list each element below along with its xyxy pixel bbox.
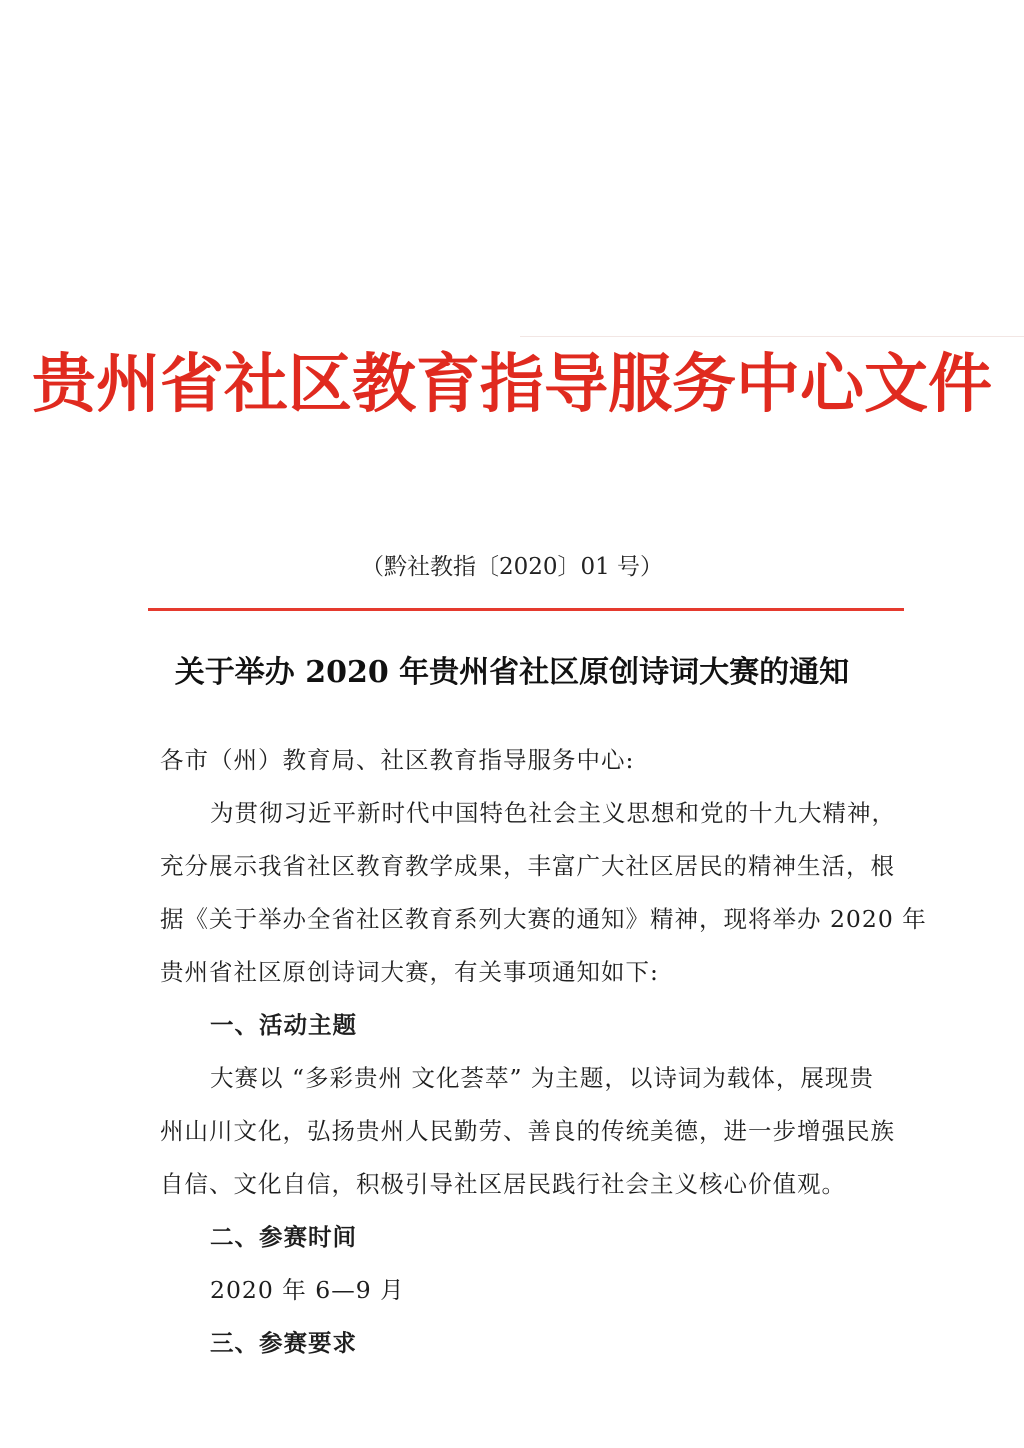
section-3-heading: 三、参赛要求 (210, 1329, 357, 1357)
section-1-line-3: 自信、文化自信，积极引导社区居民践行社会主义核心价值观。 (160, 1170, 846, 1198)
scan-artifact-line (520, 336, 1024, 337)
section-2-text: 2020 年 6—9 月 (210, 1276, 405, 1304)
red-divider-line (148, 608, 904, 611)
issuer-header-title: 贵州省社区教育指导服务中心文件 (32, 348, 992, 422)
section-1-line-2: 州山川文化，弘扬贵州人民勤劳、善良的传统美德，进一步增强民族 (160, 1117, 895, 1145)
document-number: （黔社教指〔2020〕01 号） (360, 554, 664, 580)
intro-line-1: 为贯彻习近平新时代中国特色社会主义思想和党的十九大精神， (210, 799, 896, 827)
intro-line-4: 贵州省社区原创诗词大赛，有关事项通知如下: (160, 958, 659, 986)
notice-body (160, 734, 927, 1370)
section-1-line-1: 大赛以 “多彩贵州 文化荟萃” 为主题，以诗词为载体，展现贵 (210, 1064, 874, 1092)
intro-line-2: 充分展示我省社区教育教学成果，丰富广大社区居民的精神生活，根 (160, 852, 895, 880)
section-2-heading: 二、参赛时间 (210, 1223, 357, 1251)
section-1-heading: 一、活动主题 (210, 1011, 357, 1039)
salutation: 各市（州）教育局、社区教育指导服务中心: (160, 746, 635, 774)
notice-title: 关于举办 2020 年贵州省社区原创诗词大赛的通知 (174, 655, 850, 690)
intro-line-3: 据《关于举办全省社区教育系列大赛的通知》精神，现将举办 2020 年 (160, 905, 927, 933)
